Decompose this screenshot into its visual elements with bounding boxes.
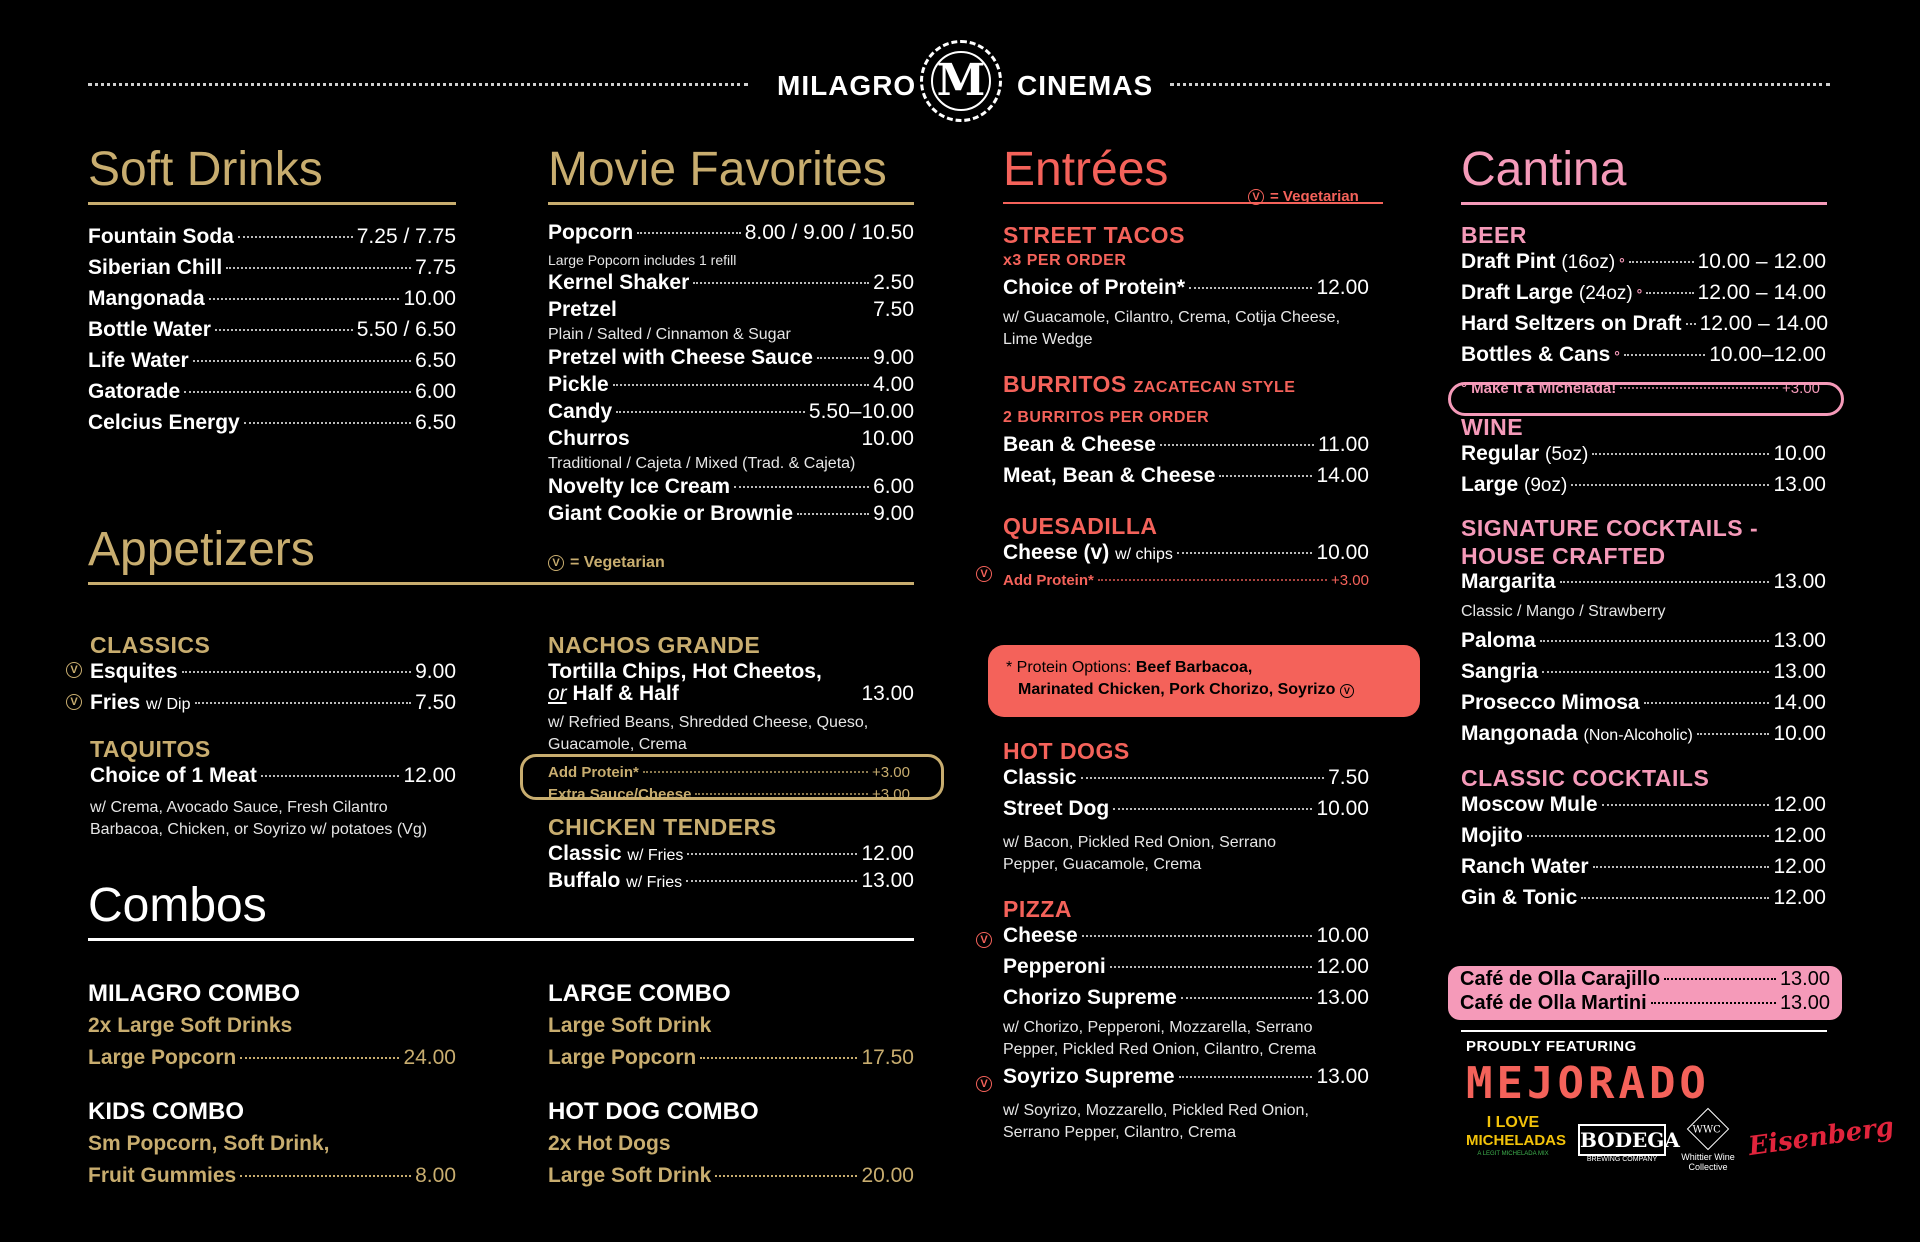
menu-item: Mojito 12.00 <box>1461 824 1826 847</box>
menu-item: Popcorn 8.00 / 9.00 / 10.50 <box>548 221 914 244</box>
add-ons-outline <box>520 754 944 800</box>
menu-item: Pickle 4.00 <box>548 373 914 396</box>
protein-options-box: * Protein Options: Beef Barbacoa, Marinated Chicken, Pork Chorizo, Soyrizo V <box>988 645 1420 717</box>
menu-item: ° Make it a Michelada! +3.00 <box>1461 380 1820 397</box>
menu-item: Pretzel with Cheese Sauce 9.00 <box>548 346 914 369</box>
menu-item: Classic 7.50 <box>1003 766 1369 789</box>
soyrizo-note: w/ Soyrizo, Mozzarello, Pickled Red Onion, Serrano Pepper, Cilantro, Crema <box>1003 1102 1309 1141</box>
entrees-title: Entrées <box>1003 142 1383 204</box>
quesadilla-title: QUESADILLA <box>1003 513 1158 539</box>
menu-item: Celcius Energy 6.50 <box>88 411 456 434</box>
soft-drinks-list <box>88 225 456 442</box>
burritos-title: BURRITOS ZACATECAN STYLE <box>1003 371 1296 397</box>
cafe-de-olla-box <box>1448 966 1842 1020</box>
vegetarian-icon: V <box>976 932 992 948</box>
menu-item: Gin & Tonic 12.00 <box>1461 886 1826 909</box>
menu-item: Paloma 13.00 <box>1461 629 1826 652</box>
header-rule-right <box>1170 83 1830 86</box>
menu-item: Giant Cookie or Brownie 9.00 <box>548 502 914 525</box>
combo-large: LARGE COMBO Large Soft Drink Large Popcorn 17.50 <box>548 980 914 1069</box>
classic-cocktails-title: CLASSIC COCKTAILS <box>1461 765 1710 791</box>
menu-item: Mangonada (Non-Alcoholic) 10.00 <box>1461 722 1826 745</box>
menu-item: Moscow Mule 12.00 <box>1461 793 1826 816</box>
menu-item: Soyrizo Supreme 13.00 <box>1003 1065 1369 1088</box>
menu-item: Classic w/ Fries 12.00 <box>548 842 914 865</box>
menu-item: Large (9oz) 13.00 <box>1461 473 1826 496</box>
menu-item: Bottles & Cans ° 10.00–12.00 <box>1461 343 1826 366</box>
menu-item: Regular (5oz) 10.00 <box>1461 442 1826 465</box>
menu-item: Pepperoni 12.00 <box>1003 955 1369 978</box>
menu-item: Sangria 13.00 <box>1461 660 1826 683</box>
signature-title-2: HOUSE CRAFTED <box>1461 543 1666 569</box>
churros-note: Traditional / Cajeta / Mixed (Trad. & Cajeta) <box>548 455 856 472</box>
vegetarian-icon: V <box>1340 684 1354 698</box>
menu-item: Cheese 10.00 <box>1003 924 1369 947</box>
taquitos-title: TAQUITOS <box>90 736 211 762</box>
movie-favorites-section <box>548 142 914 529</box>
vegetarian-icon: V <box>66 694 82 710</box>
menu-item: Margarita 13.00 <box>1461 570 1826 593</box>
i-love-micheladas-logo: I LOVE MICHELADAS A LEGIT MICHELADA MIX <box>1466 1114 1566 1157</box>
cantina-section <box>1461 142 1827 205</box>
menu-item: Prosecco Mimosa 14.00 <box>1461 691 1826 714</box>
classics-title: CLASSICS <box>90 632 211 658</box>
menu-item: Mangonada 10.00 <box>88 287 456 310</box>
margarita-note: Classic / Mango / Strawberry <box>1461 603 1666 620</box>
menu-item: Cheese (v) w/ chips 10.00 <box>1003 541 1369 564</box>
proudly-featuring-label: PROUDLY FEATURING <box>1466 1038 1637 1055</box>
mejorado-logo: MEJORADO <box>1466 1058 1710 1109</box>
menu-item: Extra Sauce/Cheese +3.00 <box>548 786 910 803</box>
menu-item: Street Dog 10.00 <box>1003 797 1369 820</box>
brand-left: MILAGRO <box>777 70 917 101</box>
taquitos-note: w/ Crema, Avocado Sauce, Fresh Cilantro <box>90 799 388 816</box>
vegetarian-icon: V <box>548 555 564 571</box>
whittier-wine-logo: WWC Whittier Wine Collective <box>1678 1110 1738 1172</box>
hotdogs-title: HOT DOGS <box>1003 738 1130 764</box>
beer-title: BEER <box>1461 222 1527 248</box>
header-rule-left <box>88 83 748 86</box>
wine-title: WINE <box>1461 414 1524 440</box>
menu-item: Candy 5.50–10.00 <box>548 400 914 423</box>
appetizers-veg-note: V = Vegetarian <box>548 554 665 572</box>
nachos-title: NACHOS GRANDE <box>548 632 761 658</box>
menu-item: Add Protein* +3.00 <box>1003 572 1369 589</box>
cantina-title: Cantina <box>1461 142 1827 205</box>
menu-item: Hard Seltzers on Draft 12.00 – 14.00 <box>1461 312 1829 335</box>
entrees-list-2 <box>1003 726 1369 1144</box>
vegetarian-icon: V <box>976 566 992 582</box>
appetizers-left <box>90 620 456 841</box>
popcorn-note: Large Popcorn includes 1 refill <box>548 252 737 268</box>
menu-item: Gatorade 6.00 <box>88 380 456 403</box>
menu-item: Add Protein* +3.00 <box>548 764 910 781</box>
bodega-logo: BODEGA BREWING COMPANY <box>1578 1124 1666 1163</box>
vegetarian-icon: V <box>1248 189 1264 205</box>
menu-item: Fries w/ Dip 7.50 <box>90 691 456 714</box>
entrees-veg-note: V = Vegetarian <box>1248 188 1359 205</box>
michelada-outline <box>1448 382 1844 416</box>
menu-item: Bean & Cheese 11.00 <box>1003 433 1369 456</box>
burritos-sub: 2 BURRITOS PER ORDER <box>1003 409 1210 426</box>
tenders-title: CHICKEN TENDERS <box>548 814 777 840</box>
menu-item: or Half & Half 13.00 <box>548 682 914 705</box>
menu-item: Draft Pint (16oz) ° 10.00 – 12.00 <box>1461 250 1826 273</box>
taquitos-options: Barbacoa, Chicken, or Soyrizo w/ potatoes (Vg) <box>90 821 428 838</box>
brand-right: CINEMAS <box>1017 70 1154 101</box>
pretzel-note: Plain / Salted / Cinnamon & Sugar <box>548 326 791 343</box>
milagro-logo-icon: M <box>920 40 1002 122</box>
menu-item: Choice of 1 Meat 12.00 <box>90 764 456 787</box>
hotdog-note: w/ Bacon, Pickled Red Onion, Serrano Pepper, Guacamole, Crema <box>1003 834 1277 873</box>
nachos-line1: Tortilla Chips, Hot Cheetos, <box>548 660 822 683</box>
signature-title-1: SIGNATURE COCKTAILS - <box>1461 515 1759 541</box>
menu-item: Ranch Water 12.00 <box>1461 855 1826 878</box>
eisenberg-logo: Eisenberg <box>1746 1111 1896 1163</box>
menu-item: Choice of Protein* 12.00 <box>1003 276 1369 299</box>
nachos-note: w/ Refried Beans, Shredded Cheese, Queso, Guacamole, Crema <box>548 714 869 753</box>
combos-header <box>88 878 914 941</box>
menu-item: Café de Olla Martini 13.00 <box>1460 992 1830 1014</box>
tacos-sub: x3 PER ORDER <box>1003 252 1127 269</box>
menu-item: Bottle Water 5.50 / 6.50 <box>88 318 456 341</box>
entrees-list <box>1003 220 1369 594</box>
menu-item: Novelty Ice Cream 6.00 <box>548 475 914 498</box>
menu-item: Buffalo w/ Fries 13.00 <box>548 869 914 892</box>
soft-drinks-title: Soft Drinks <box>88 142 456 205</box>
combo-milagro: MILAGRO COMBO 2x Large Soft Drinks Large Popcorn 24.00 <box>88 980 456 1069</box>
menu-item: Siberian Chill 7.75 <box>88 256 456 279</box>
appetizers-header <box>88 522 914 585</box>
movie-favorites-title: Movie Favorites <box>548 142 914 205</box>
featuring-rule <box>1461 1030 1827 1032</box>
menu-item: Churros 10.00 <box>548 427 914 450</box>
combos-title: Combos <box>88 878 914 941</box>
tacos-note: w/ Guacamole, Cilantro, Crema, Cotija Cheese, Lime Wedge <box>1003 309 1341 348</box>
cantina-list <box>1461 220 1829 917</box>
menu-item: Kernel Shaker 2.50 <box>548 271 914 294</box>
soft-drinks-section <box>88 142 456 442</box>
menu-item: Meat, Bean & Cheese 14.00 <box>1003 464 1369 487</box>
combo-hotdog: HOT DOG COMBO 2x Hot Dogs Large Soft Drink 20.00 <box>548 1098 914 1187</box>
combo-kids: KIDS COMBO Sm Popcorn, Soft Drink, Fruit Gummies 8.00 <box>88 1098 456 1187</box>
pizza-title: PIZZA <box>1003 896 1072 922</box>
menu-item: Fountain Soda 7.25 / 7.75 <box>88 225 456 248</box>
vegetarian-icon: V <box>976 1076 992 1092</box>
vegetarian-icon: V <box>66 662 82 678</box>
menu-item: Pretzel 7.50 <box>548 298 914 321</box>
appetizers-title: Appetizers <box>88 522 914 585</box>
menu-item: Chorizo Supreme 13.00 <box>1003 986 1369 1009</box>
chorizo-note: w/ Chorizo, Pepperoni, Mozzarella, Serrano Pepper, Pickled Red Onion, Cilantro, Crema <box>1003 1019 1317 1058</box>
tacos-title: STREET TACOS <box>1003 222 1185 248</box>
menu-item: Draft Large (24oz) ° 12.00 – 14.00 <box>1461 281 1826 304</box>
menu-item: Life Water 6.50 <box>88 349 456 372</box>
menu-item: Esquites 9.00 <box>90 660 456 683</box>
menu-item: Café de Olla Carajillo 13.00 <box>1460 968 1830 990</box>
